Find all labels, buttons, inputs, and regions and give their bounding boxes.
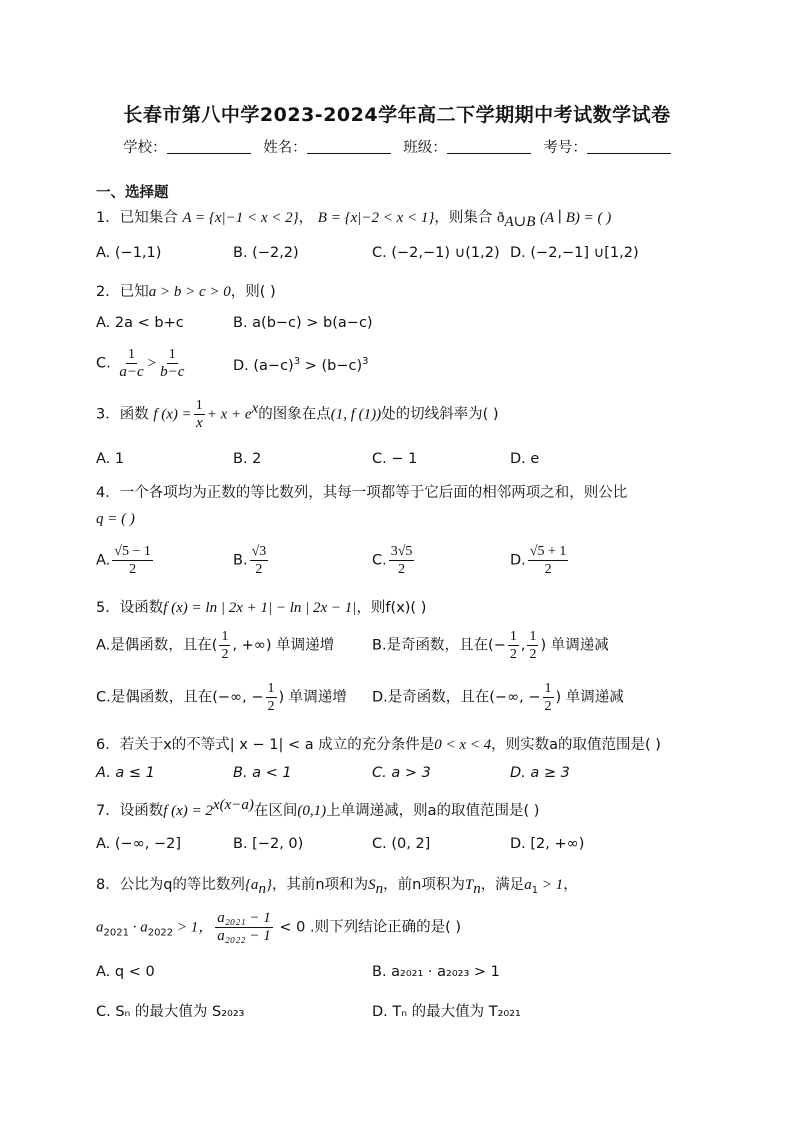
question-5-stem: 5．设函数f (x) = ln | 2x + 1| − ln | 2x − 1|，则f(x)( ) xyxy=(96,600,427,616)
q8-option-a[interactable]: A. q < 0 xyxy=(96,964,155,980)
q5-option-d[interactable]: D.是奇函数，且在(−∞, − $\frac{1}{2}$ ) 单调递减 xyxy=(372,681,624,714)
q8-option-d[interactable]: D. Tₙ 的最大值为 T₂₀₂₁ xyxy=(372,1004,521,1020)
fraction: $\frac{3√5}{2}$ xyxy=(390,544,413,577)
fraction: $\frac{1}{a-c}$ xyxy=(119,347,144,380)
fraction: $\frac{√5 + 1}{2}$ xyxy=(529,544,567,577)
question-8-stem: 8．公比为q的等比数列$\{a_n\}$，其前n项和为$S_n$，前n项积为$T_n$，满足$a_1 > 1$， xyxy=(96,877,578,897)
question-3-stem: 3．函数 f (x) = $\frac{1}{x}$ + $x + e^x$的图象在点(1, f (1))处的切线斜率为( ) xyxy=(96,398,499,431)
fraction: $\frac{1}{2}$ xyxy=(544,681,552,714)
question-1-stem: 1．已知集合 A = {x|−1 < x < 2}， B = {x|−2 < x < 1}，则集合 $ð_{A\cup B}$ (A ∣ B) = ( ) xyxy=(96,210,612,230)
q8-option-c[interactable]: C. Sₙ 的最大值为 S₂₀₂₃ xyxy=(96,1004,245,1020)
q5-option-b[interactable]: B.是奇函数，且在(− $\frac{1}{2}$ , $\frac{1}{2}$ ) 单调递减 xyxy=(372,629,609,662)
student-info-line xyxy=(0,136,794,157)
q1-option-d[interactable]: D. (−2,−1] ∪[1,2) xyxy=(510,245,639,261)
q4-option-c[interactable]: C. $\frac{3√5}{2}$ xyxy=(372,544,413,577)
class-blank[interactable] xyxy=(447,141,531,154)
question-7-stem: 7．设函数f $(x) = 2^{x(x-a)}$在区间(0,1)上单调递减，则a的取值范围是( ) xyxy=(96,797,540,819)
q2-option-d[interactable]: D. $(a-c)^3 > (b-c)^3$ xyxy=(233,356,369,374)
class-label: 班级： xyxy=(403,140,447,156)
q1-option-c[interactable]: C. (−2,−1) ∪(1,2) xyxy=(372,245,500,261)
number-blank[interactable] xyxy=(587,141,671,154)
question-2-stem: 2．已知a > b > c > 0，则( ) xyxy=(96,284,276,300)
number-label: 考号： xyxy=(543,140,587,156)
q2-option-c[interactable]: C. $\frac{1}{a-c}$ > $\frac{1}{b-c}$ xyxy=(96,347,185,380)
q7-option-d[interactable]: D. [2, +∞) xyxy=(510,836,585,852)
q1-option-a[interactable]: A. (−1,1) xyxy=(96,245,162,261)
q3-option-b[interactable]: B. 2 xyxy=(233,451,262,467)
q6-option-d[interactable]: D. a ≥ 3 xyxy=(510,765,570,781)
q8-option-b[interactable]: B. a₂₀₂₁ · a₂₀₂₃ > 1 xyxy=(372,964,500,980)
fraction: $\frac{1}{2}$ xyxy=(509,629,517,662)
fraction: $\frac{1}{x}$ xyxy=(195,398,203,431)
q1-option-b[interactable]: B. (−2,2) xyxy=(233,245,299,261)
q4-option-d[interactable]: D. $\frac{√5 + 1}{2}$ xyxy=(510,544,567,577)
q7-option-b[interactable]: B. [−2, 0) xyxy=(233,836,304,852)
q3-option-a[interactable]: A. 1 xyxy=(96,451,125,467)
q4-option-a[interactable]: A. $\frac{√5 - 1}{2}$ xyxy=(96,544,151,577)
name-label: 姓名： xyxy=(263,140,307,156)
fraction: $\frac{1}{2}$ xyxy=(267,681,275,714)
school-label: 学校： xyxy=(123,140,167,156)
q4-option-b[interactable]: B. $\frac{√3}{2}$ xyxy=(233,544,267,577)
q6-option-a[interactable]: A. a ≤ 1 xyxy=(96,765,155,781)
page-title: 长春市第八中学2023-2024学年高二下学期期中考试数学试卷 xyxy=(123,104,671,126)
name-blank[interactable] xyxy=(307,141,391,154)
question-8-stem-cont: $a_{2021} \cdot a_{2022} > 1$， $\frac{\text{a₂₀₂₁ − 1}}{\text{a₂₀₂₂ − 1}}$ < 0 .则下列结论正确的是( ) xyxy=(96,910,461,944)
q3-option-d[interactable]: D. e xyxy=(510,451,540,467)
fraction: $\frac{1}{b-c}$ xyxy=(160,347,185,380)
q2-option-b[interactable]: B. a(b−c) > b(a−c) xyxy=(233,315,373,331)
fraction: $\frac{√3}{2}$ xyxy=(251,544,267,577)
fraction: $\frac{1}{2}$ xyxy=(221,629,229,662)
q5-option-a[interactable]: A.是偶函数，且在( $\frac{1}{2}$ , +∞) 单调递增 xyxy=(96,629,335,662)
question-4-stem: 4．一个各项均为正数的等比数列，其每一项都等于它后面的相邻两项之和，则公比 xyxy=(96,485,628,501)
question-6-stem: 6．若关于x的不等式| x − 1| < a 成立的充分条件是0 < x < 4，则实数a的取值范围是( ) xyxy=(96,737,661,753)
question-4-stem-cont: q = ( ) xyxy=(96,511,135,527)
q7-option-a[interactable]: A. (−∞, −2] xyxy=(96,836,182,852)
q7-option-c[interactable]: C. (0, 2] xyxy=(372,836,431,852)
fraction: $\frac{\text{a₂₀₂₁ − 1}}{\text{a₂₀₂₂ − 1}}$ xyxy=(217,910,271,944)
school-blank[interactable] xyxy=(167,141,251,154)
q6-option-c[interactable]: C. a > 3 xyxy=(372,765,431,781)
q5-option-c[interactable]: C.是偶函数，且在(−∞, − $\frac{1}{2}$ ) 单调递增 xyxy=(96,681,347,714)
q6-option-b[interactable]: B. a < 1 xyxy=(233,765,292,781)
fraction: $\frac{1}{2}$ xyxy=(529,629,537,662)
section-heading: 一、选择题 xyxy=(96,185,169,201)
fraction: $\frac{√5 - 1}{2}$ xyxy=(114,544,151,577)
q2-option-a[interactable]: A. 2a < b+c xyxy=(96,315,184,331)
q3-option-c[interactable]: C. − 1 xyxy=(372,451,418,467)
